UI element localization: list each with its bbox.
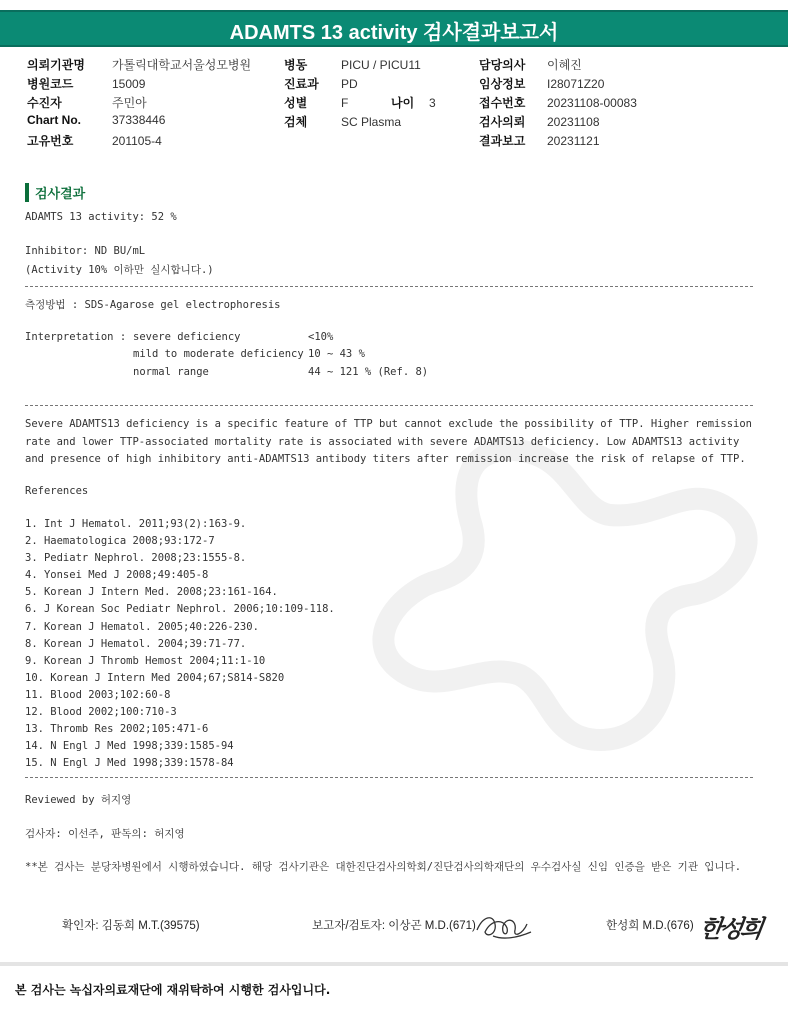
info-value: I28071Z20 bbox=[547, 77, 605, 91]
reference-item: 10. Korean J Intern Med 2004;67;S814-S820 bbox=[25, 671, 285, 684]
info-value: PICU / PICU11 bbox=[341, 58, 421, 72]
info-value: 201105-4 bbox=[112, 134, 162, 148]
interpretation-range: 10 ~ 43 % bbox=[308, 348, 365, 360]
divider bbox=[25, 286, 753, 287]
info-label: 의뢰기관명 bbox=[27, 58, 85, 72]
footer-separator bbox=[0, 962, 788, 966]
patient-info-column-3 bbox=[479, 56, 637, 151]
info-label: 검체 bbox=[284, 115, 308, 129]
interpretation-paragraph: Severe ADAMTS13 deficiency is a specific feature of TTP but cannot exclude the possibility of TTP. Higher remission rate and lower TTP-associated mortality rate is associated with severe ADAMTS13 deficiency. Low ADAMTS13 activity and presence of high inhibitory anti-ADAMTS13 antibody titers after remission increase the risk of relapse of TTP. bbox=[25, 418, 752, 465]
interpretation-name: mild to moderate deficiency bbox=[133, 348, 304, 360]
reference-item: 11. Blood 2003;102:60-8 bbox=[25, 688, 171, 701]
reference-item: 3. Pediatr Nephrol. 2008;23:1555-8. bbox=[25, 552, 247, 565]
interpretation-range: 44 ~ 121 % (Ref. 8) bbox=[308, 366, 429, 378]
info-label: 임상정보 bbox=[479, 77, 526, 91]
reference-item: 8. Korean J Hematol. 2004;39:71-77. bbox=[25, 637, 247, 650]
age-value: 3 bbox=[429, 96, 436, 110]
inhibitor-result: Inhibitor: ND BU/mL bbox=[25, 245, 146, 257]
measurement-method: 측정방법 : SDS-Agarose gel electrophoresis bbox=[25, 299, 281, 311]
info-label: 접수번호 bbox=[479, 96, 526, 110]
reference-item: 9. Korean J Thromb Hemost 2004;11:1-10 bbox=[25, 654, 266, 667]
reference-item: 13. Thromb Res 2002;105:471-6 bbox=[25, 723, 209, 736]
reference-item: 12. Blood 2002;100:710-3 bbox=[25, 706, 177, 719]
doctor-signature-line: 한성희 M.D.(676) bbox=[606, 920, 694, 932]
info-value: 20231121 bbox=[547, 134, 600, 148]
interpretation-label: Interpretation : bbox=[25, 331, 127, 343]
confirmer-signature-line: 확인자: 김동희 M.T.(39575) bbox=[62, 920, 200, 932]
info-value: 주민아 bbox=[112, 96, 147, 110]
reference-item: 1. Int J Hematol. 2011;93(2):163-9. bbox=[25, 518, 247, 530]
reporter-signature-line: 보고자/검토자: 이상곤 M.D.(671) bbox=[312, 920, 476, 932]
reporter-handwritten-signature-icon bbox=[473, 906, 535, 942]
info-value: PD bbox=[341, 77, 358, 91]
info-label: 결과보고 bbox=[479, 134, 526, 148]
watermark-logo-icon bbox=[360, 420, 780, 800]
divider bbox=[25, 405, 753, 406]
reference-item: 4. Yonsei Med J 2008;49:405-8 bbox=[25, 569, 209, 582]
reviewed-by: Reviewed by 허지영 bbox=[25, 794, 132, 806]
footer-note: 본 검사는 녹십자의료재단에 재위탁하여 시행한 검사입니다. bbox=[15, 983, 331, 997]
info-label: 고유번호 bbox=[27, 134, 74, 148]
info-label: 진료과 bbox=[284, 77, 319, 91]
references-title: References bbox=[25, 485, 89, 497]
inhibitor-note: (Activity 10% 이하만 실시합니다.) bbox=[25, 264, 214, 276]
interpretation-name: severe deficiency bbox=[133, 331, 241, 343]
info-value: 20231108 bbox=[547, 115, 600, 129]
info-label: 검사의뢰 bbox=[479, 115, 526, 129]
activity-result: ADAMTS 13 activity: 52 % bbox=[25, 211, 177, 223]
divider bbox=[25, 777, 753, 778]
info-label: 담당의사 bbox=[479, 58, 526, 72]
reference-item: 15. N Engl J Med 1998;339:1578-84 bbox=[25, 757, 234, 770]
reference-item: 6. J Korean Soc Pediatr Nephrol. 2006;10:109-118. bbox=[25, 603, 335, 616]
report-title: ADAMTS 13 activity 검사결과보고서 bbox=[229, 22, 559, 44]
info-label: 성별 bbox=[284, 96, 308, 110]
info-value: 이혜진 bbox=[547, 58, 582, 72]
info-value: SC Plasma bbox=[341, 115, 402, 129]
patient-info-column-2 bbox=[284, 56, 436, 132]
interpretation-name: normal range bbox=[133, 366, 209, 378]
reference-item: 7. Korean J Hematol. 2005;40:226-230. bbox=[25, 620, 259, 633]
info-value: F bbox=[341, 96, 349, 110]
doctor-handwritten-signature: 한성희 bbox=[697, 914, 763, 943]
info-label: Chart No. bbox=[27, 113, 81, 127]
reference-item: 2. Haematologica 2008;93:172-7 bbox=[25, 535, 215, 548]
info-label: 병원코드 bbox=[27, 77, 74, 91]
reference-item: 14. N Engl J Med 1998;339:1585-94 bbox=[25, 740, 234, 753]
report-header bbox=[0, 10, 788, 47]
references-list bbox=[25, 518, 335, 774]
examiners: 검사자: 이선주, 판독의: 허지영 bbox=[25, 828, 185, 840]
age-label: 나이 bbox=[391, 96, 415, 110]
info-label: 병동 bbox=[284, 58, 308, 72]
lab-note: **본 검사는 분당차병원에서 시행하였습니다. 해당 검사기관은 대한진단검사의학회/진단검사의학재단의 우수검사실 신임 인증을 받은 기관 입니다. bbox=[25, 861, 742, 873]
reference-item: 5. Korean J Intern Med. 2008;23:161-164. bbox=[25, 586, 278, 599]
info-label: 수진자 bbox=[27, 96, 62, 110]
section-title-results: 검사결과 bbox=[25, 183, 85, 202]
info-value: 가톨릭대학교서울성모병원 bbox=[112, 58, 252, 72]
info-value: 37338446 bbox=[112, 113, 166, 127]
interpretation-range: <10% bbox=[308, 331, 334, 343]
info-value: 15009 bbox=[112, 77, 146, 91]
patient-info-column-1 bbox=[27, 56, 251, 151]
info-value: 20231108-00083 bbox=[547, 96, 637, 110]
